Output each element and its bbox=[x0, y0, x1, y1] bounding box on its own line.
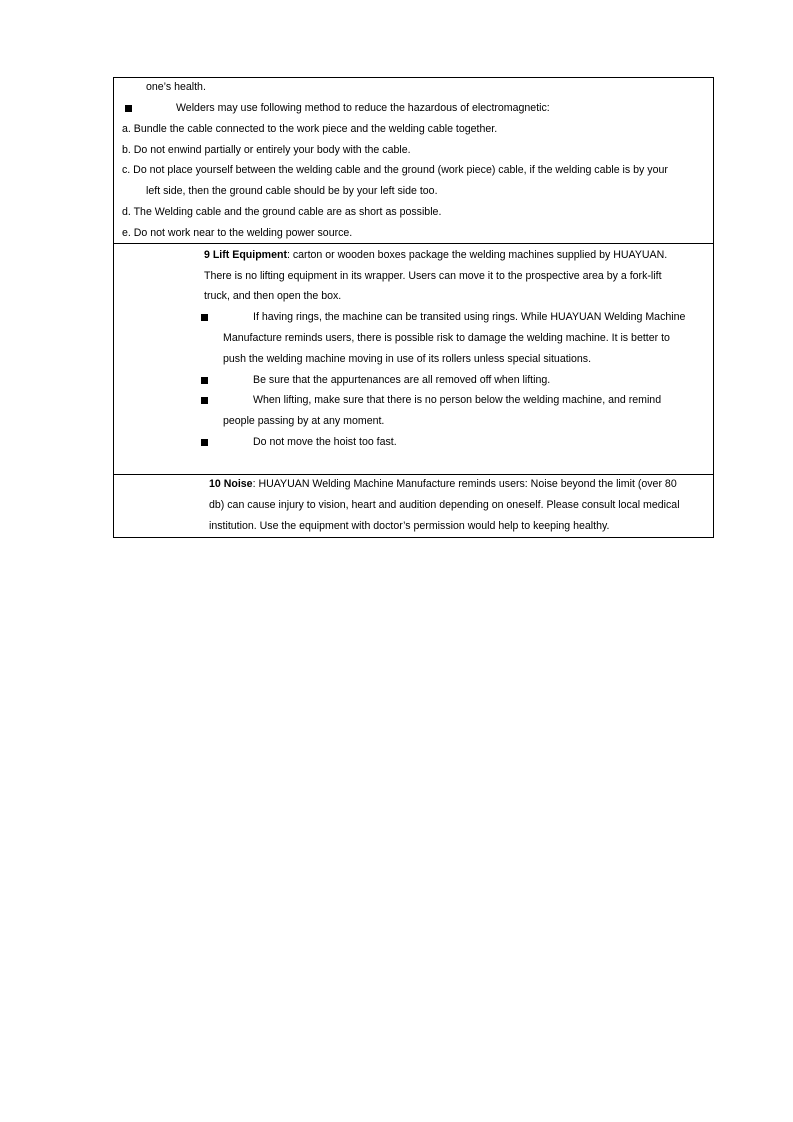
noise-line: institution. Use the equipment with doctor’s permission would help to keeping healthy. bbox=[209, 520, 610, 532]
lift-bullet: When lifting, make sure that there is no person below the welding machine, and remind bbox=[253, 394, 662, 406]
noise-line: db) can cause injury to vision, heart and audition depending on oneself. Please consult local medical bbox=[209, 499, 680, 511]
lift-intro-line: truck, and then open the box. bbox=[204, 290, 342, 302]
list-item: a. Bundle the cable connected to the work piece and the welding cable together. bbox=[122, 123, 498, 135]
lift-intro-line bbox=[204, 249, 667, 262]
continuation-text: one’s health. bbox=[146, 81, 206, 93]
noise-text: : HUAYUAN Welding Machine Manufacture reminds users: Noise beyond the limit (over 80 bbox=[252, 478, 677, 490]
lift-bullet-cont: people passing by at any moment. bbox=[223, 415, 385, 427]
bullet-square-icon bbox=[201, 397, 208, 404]
bullet-square-icon bbox=[201, 314, 208, 321]
noise-heading: 10 Noise bbox=[209, 478, 253, 490]
lift-bullet: If having rings, the machine can be transited using rings. While HUAYUAN Welding Machine bbox=[253, 311, 686, 323]
bullet-square-icon bbox=[201, 439, 208, 446]
list-item: d. The Welding cable and the ground cable are as short as possible. bbox=[122, 206, 442, 218]
noise-line bbox=[209, 478, 677, 491]
lift-bullet: Be sure that the appurtenances are all removed off when lifting. bbox=[253, 374, 551, 386]
lift-intro-line: There is no lifting equipment in its wrapper. Users can move it to the prospective area by a fork-lift bbox=[204, 270, 662, 282]
list-item: e. Do not work near to the welding power source. bbox=[122, 227, 353, 239]
list-item: left side, then the ground cable should be by your left side too. bbox=[146, 185, 438, 197]
lift-heading: 9 Lift Equipment bbox=[204, 249, 287, 261]
lift-bullet-cont: push the welding machine moving in use of its rollers unless special situations. bbox=[223, 353, 592, 365]
bullet-intro: Welders may use following method to reduce the hazardous of electromagnetic: bbox=[176, 102, 550, 114]
lift-bullet: Do not move the hoist too fast. bbox=[253, 436, 397, 448]
lift-bullet-cont: Manufacture reminds users, there is possible risk to damage the welding machine. It is better to bbox=[223, 332, 670, 344]
list-item: c. Do not place yourself between the welding cable and the ground (work piece) cable, if the welding cable is by your bbox=[122, 164, 668, 176]
bullet-square-icon bbox=[201, 377, 208, 384]
lift-intro-text: : carton or wooden boxes package the welding machines supplied by HUAYUAN. bbox=[286, 249, 668, 261]
bullet-square-icon bbox=[125, 105, 132, 112]
list-item: b. Do not enwind partially or entirely your body with the cable. bbox=[122, 144, 411, 156]
